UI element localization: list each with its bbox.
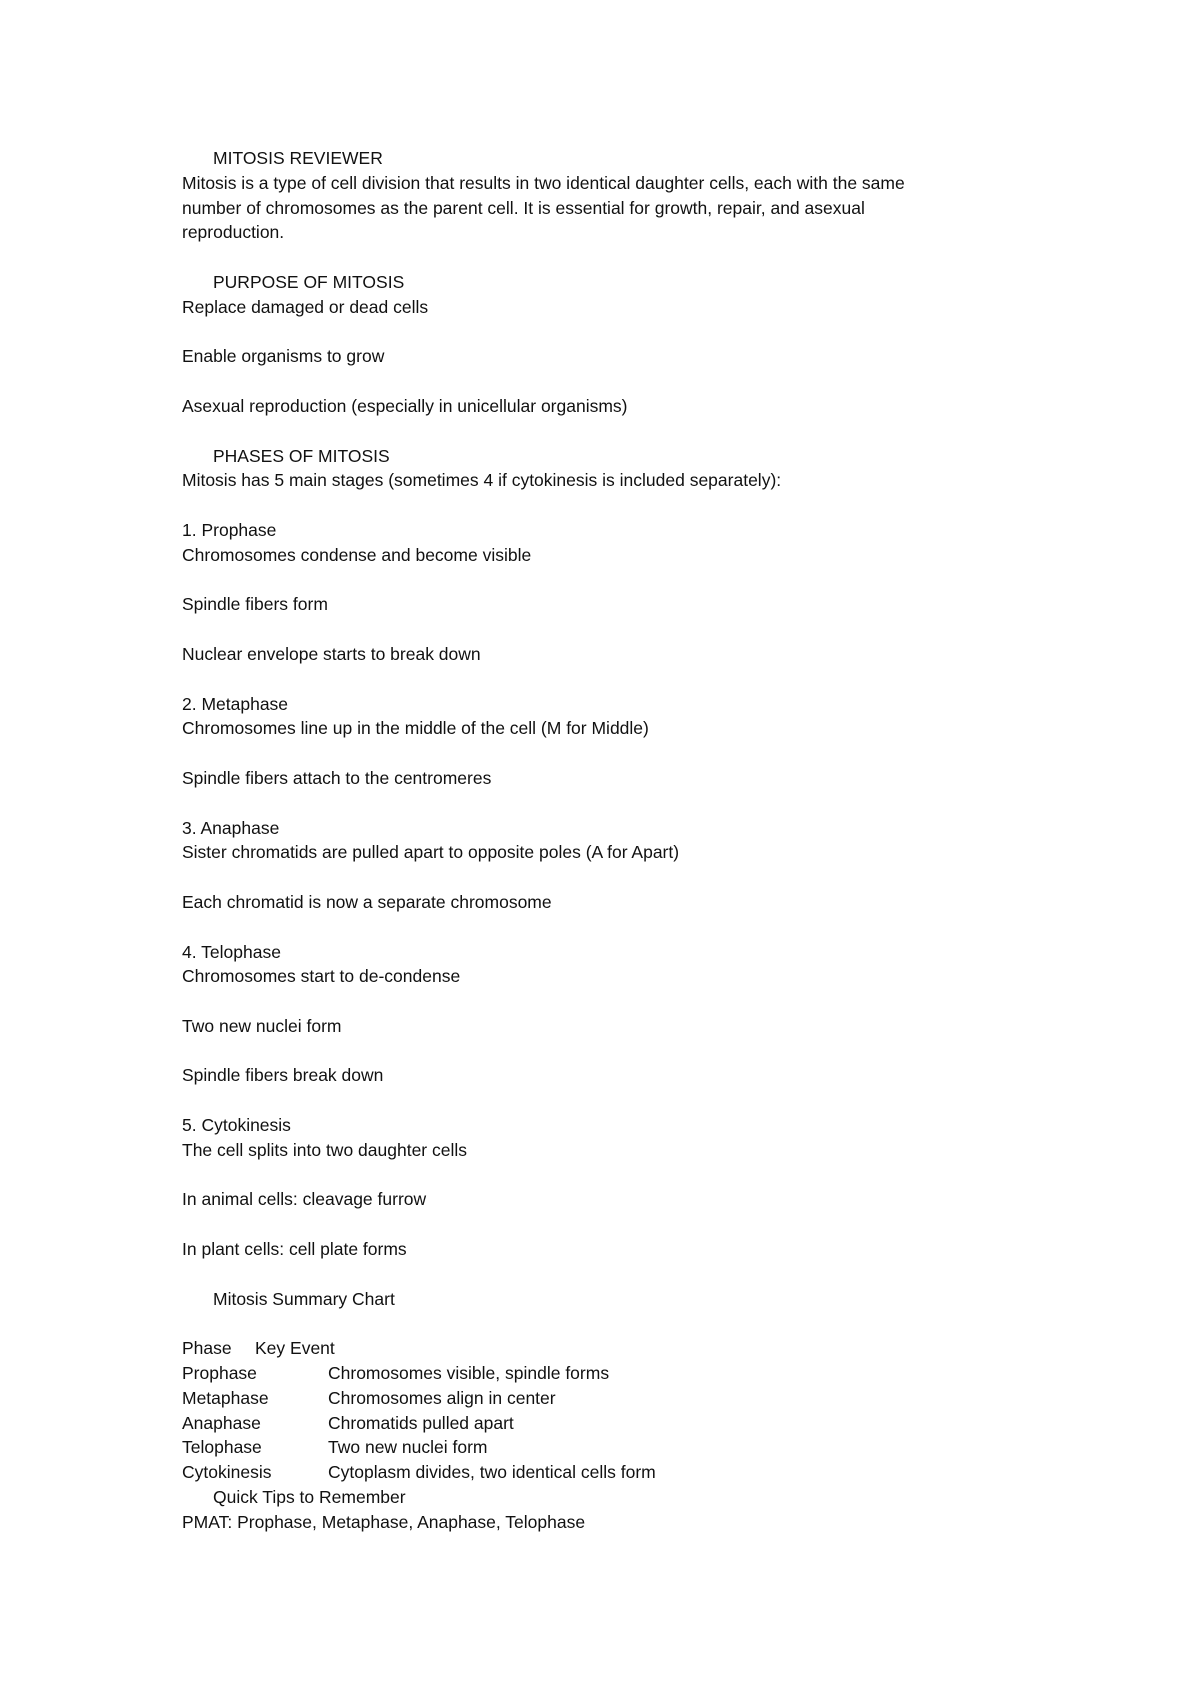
purpose-item: Replace damaged or dead cells <box>182 296 429 317</box>
phases-heading: PHASES OF MITOSIS <box>213 445 390 466</box>
summary-phase-cell: Metaphase <box>182 1387 269 1408</box>
summary-row <box>182 1435 1002 1460</box>
phase-point: Chromosomes condense and become visible <box>182 544 532 565</box>
summary-row <box>182 1460 1002 1485</box>
summary-heading: Mitosis Summary Chart <box>213 1288 395 1309</box>
phase-point: The cell splits into two daughter cells <box>182 1139 467 1160</box>
summary-event-cell: Chromosomes visible, spindle forms <box>328 1363 610 1384</box>
phases-intro: Mitosis has 5 main stages (sometimes 4 if cytokinesis is included separately): <box>182 470 782 491</box>
phase-point: Sister chromatids are pulled apart to opposite poles (A for Apart) <box>182 842 680 863</box>
phase-title: 1. Prophase <box>182 519 277 540</box>
document-body <box>182 146 1002 1535</box>
summary-event-cell: Chromosomes align in center <box>328 1387 556 1408</box>
phase-point: Chromosomes line up in the middle of the cell (M for Middle) <box>182 718 649 739</box>
summary-phase-cell: Cytokinesis <box>182 1462 272 1483</box>
phase-title: 5. Cytokinesis <box>182 1115 291 1136</box>
summary-event-cell: Cytoplasm divides, two identical cells form <box>328 1462 656 1483</box>
phase-point: In animal cells: cleavage furrow <box>182 1189 427 1210</box>
summary-column-header: Key Event <box>255 1338 335 1359</box>
tips-line: PMAT: Prophase, Metaphase, Anaphase, Telophase <box>182 1511 586 1532</box>
purpose-item: Asexual reproduction (especially in unicellular organisms) <box>182 395 628 416</box>
intro-line: reproduction. <box>182 222 285 243</box>
phase-point: Spindle fibers form <box>182 594 328 615</box>
purpose-item: Enable organisms to grow <box>182 346 385 367</box>
phase-point: Spindle fibers break down <box>182 1065 384 1086</box>
summary-header-row <box>182 1336 1002 1361</box>
summary-table <box>182 1336 1002 1485</box>
phase-point: Chromosomes start to de-condense <box>182 966 461 987</box>
summary-event-cell: Two new nuclei form <box>328 1437 488 1458</box>
intro-line: Mitosis is a type of cell division that results in two identical daughter cells, each with the same <box>182 172 905 193</box>
summary-column-header: Phase <box>182 1338 232 1359</box>
summary-row <box>182 1386 1002 1411</box>
summary-row <box>182 1361 1002 1386</box>
intro-line: number of chromosomes as the parent cell. It is essential for growth, repair, and asexual <box>182 197 865 218</box>
phase-title: 4. Telophase <box>182 941 281 962</box>
phase-point: Spindle fibers attach to the centromeres <box>182 767 492 788</box>
summary-phase-cell: Anaphase <box>182 1412 261 1433</box>
purpose-heading: PURPOSE OF MITOSIS <box>213 271 405 292</box>
phase-point: Each chromatid is now a separate chromosome <box>182 891 552 912</box>
phase-point: In plant cells: cell plate forms <box>182 1239 407 1260</box>
phase-title: 3. Anaphase <box>182 817 280 838</box>
tips-heading: Quick Tips to Remember <box>213 1487 406 1508</box>
summary-row <box>182 1411 1002 1436</box>
phase-point: Nuclear envelope starts to break down <box>182 643 481 664</box>
summary-phase-cell: Prophase <box>182 1363 257 1384</box>
phase-title: 2. Metaphase <box>182 693 289 714</box>
summary-event-cell: Chromatids pulled apart <box>328 1412 514 1433</box>
summary-phase-cell: Telophase <box>182 1437 262 1458</box>
document-title: MITOSIS REVIEWER <box>213 148 383 168</box>
phase-point: Two new nuclei form <box>182 1015 342 1036</box>
